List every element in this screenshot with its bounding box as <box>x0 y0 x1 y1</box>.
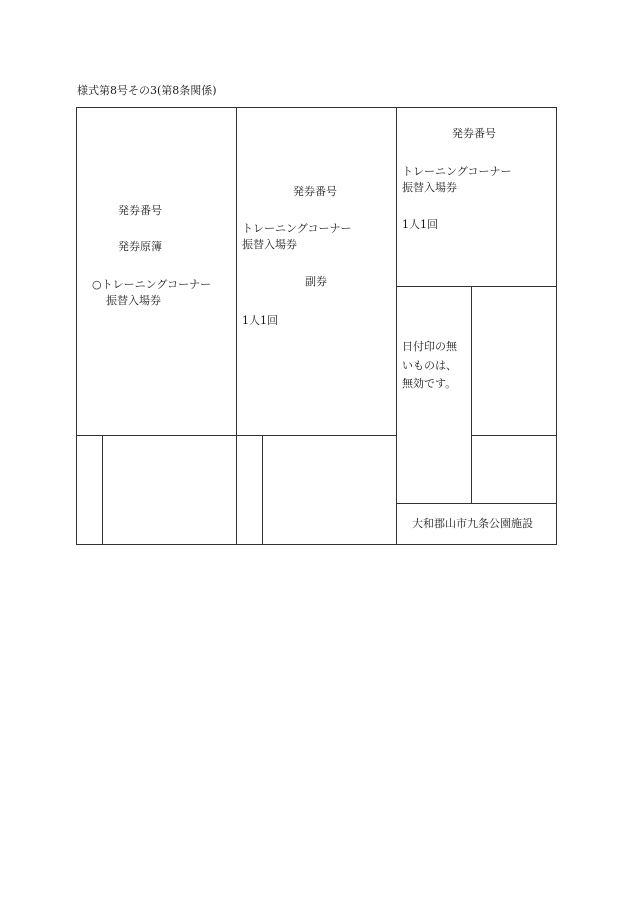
ticket-note-line3: 無効です。 <box>402 377 457 390</box>
ticket-name-line1: トレーニングコーナー <box>402 165 512 178</box>
ticket-note-line2: いものは、 <box>402 359 457 372</box>
outer-border-bottom <box>76 544 557 545</box>
ticket-number-label: 発券番号 <box>452 127 496 140</box>
ticket-name-line2: 振替入場券 <box>402 181 457 194</box>
duplicate-number-label: 発券番号 <box>293 185 337 198</box>
duplicate-ticket-name-line2: 振替入場券 <box>242 238 297 251</box>
ticket-admission: 1人1回 <box>402 218 438 231</box>
column-divider-1 <box>236 107 237 545</box>
column-divider-2 <box>396 107 397 545</box>
stub-bottom-row-line <box>76 435 397 436</box>
form-title: 様式第8号その3(第8条関係) <box>77 84 217 97</box>
stub-number-label: 発券番号 <box>118 204 162 217</box>
duplicate-ticket-name-line1: トレーニングコーナー <box>242 222 352 235</box>
duplicate-copy-label: 副券 <box>305 275 327 288</box>
ticket-upper-line <box>396 286 557 287</box>
ticket-facility-line <box>396 503 557 504</box>
ticket-facility-name: 大和郡山市九条公園施設 <box>412 517 533 530</box>
duplicate-admission: 1人1回 <box>242 314 278 327</box>
duplicate-bottom-divider <box>262 435 263 545</box>
outer-border-right <box>556 107 557 545</box>
stub-ticket-name-line2: 振替入場券 <box>106 294 161 307</box>
stub-bottom-divider <box>102 435 103 545</box>
outer-border-top <box>76 107 557 108</box>
stub-ticket-name-line1: ○トレーニングコーナー <box>92 278 212 291</box>
ticket-stamp-line <box>471 435 557 436</box>
ticket-inner-divider <box>471 286 472 504</box>
outer-border-left <box>76 107 77 545</box>
ticket-note-line1: 日付印の無 <box>402 340 457 353</box>
stub-ledger-label: 発券原簿 <box>118 240 162 253</box>
